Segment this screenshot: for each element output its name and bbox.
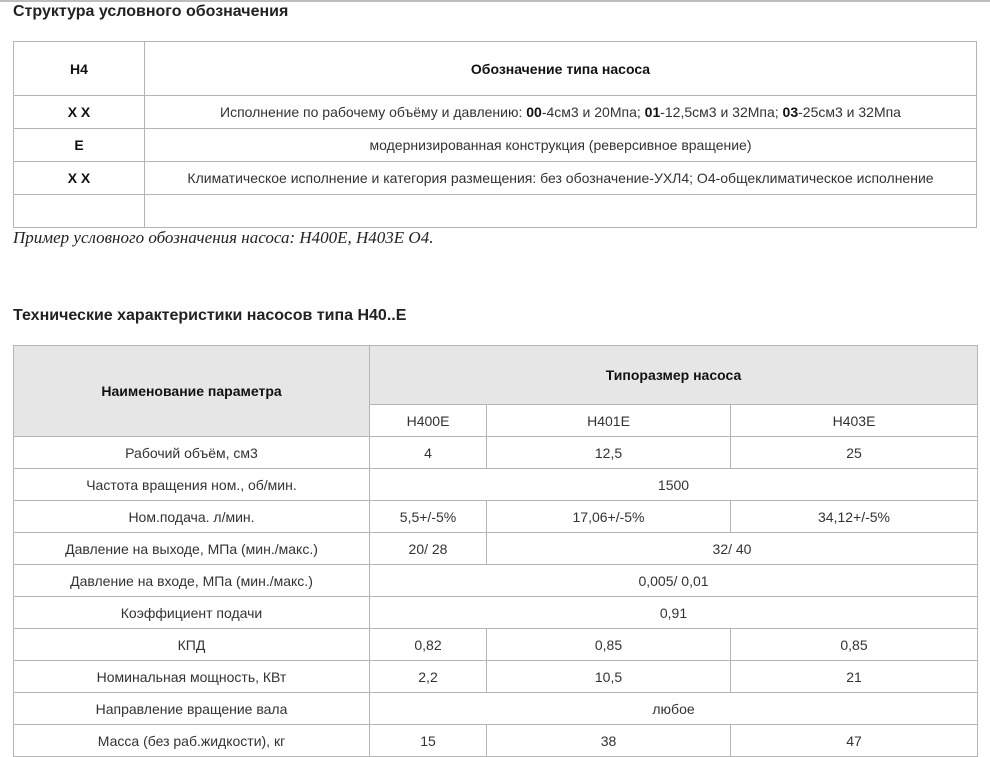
value-cell: 25: [731, 437, 978, 469]
value-cell-merged: 1500: [370, 469, 978, 501]
designation-example: Пример условного обозначения насоса: Н400Е, Н403Е О4.: [13, 228, 434, 247]
param-header: Наименование параметра: [14, 346, 370, 437]
value-cell: 20/ 28: [370, 533, 487, 565]
param-name: КПД: [14, 629, 370, 661]
code-00: 00: [526, 104, 542, 120]
tech-specs-table: [13, 345, 978, 757]
param-name: Рабочий объём, см3: [14, 437, 370, 469]
model-h401e: Н401Е: [487, 405, 731, 437]
row-code: [14, 195, 145, 228]
table-row: [14, 725, 978, 757]
desc-part: -4см3 и 20Мпа;: [541, 104, 645, 120]
table-row: [14, 565, 978, 597]
param-name: Коэффициент подачи: [14, 597, 370, 629]
param-name: Направление вращение вала: [14, 693, 370, 725]
header-code: Н4: [14, 42, 145, 96]
code-03: 03: [782, 104, 799, 120]
row-code: Х Х: [14, 162, 145, 195]
value-cell: 10,5: [487, 661, 731, 693]
param-name: Ном.подача. л/мин.: [14, 501, 370, 533]
value-cell: 17,06+/-5%: [487, 501, 731, 533]
row-description: модернизированная конструкция (реверсивное вращение): [145, 129, 977, 162]
table-row: [14, 629, 978, 661]
table-row: [14, 469, 978, 501]
table-row: [14, 661, 978, 693]
value-cell: 34,12+/-5%: [731, 501, 978, 533]
designation-structure-table: [13, 41, 977, 228]
value-cell-merged: 32/ 40: [487, 533, 978, 565]
row-description: [145, 195, 977, 228]
table-row: [14, 437, 978, 469]
row-code: Х Х: [14, 96, 145, 129]
value-cell-merged: любое: [370, 693, 978, 725]
param-name: Частота вращения ном., об/мин.: [14, 469, 370, 501]
desc-part: -25см3 и 32Мпа: [798, 104, 901, 120]
model-h403e: Н403Е: [731, 405, 978, 437]
model-h400e: Н400Е: [370, 405, 487, 437]
table-row: [14, 693, 978, 725]
value-cell-merged: 0,91: [370, 597, 978, 629]
table-row: [14, 162, 977, 195]
param-name: Давление на выходе, МПа (мин./макс.): [14, 533, 370, 565]
row-code: Е: [14, 129, 145, 162]
top-divider: [0, 0, 990, 2]
param-name: Масса (без раб.жидкости), кг: [14, 725, 370, 757]
table-header-row: [14, 346, 978, 405]
value-cell: 0,85: [731, 629, 978, 661]
desc-part: -12,5см3 и 32Мпа;: [660, 104, 783, 120]
table-row: [14, 96, 977, 129]
value-cell: 0,82: [370, 629, 487, 661]
table-row: [14, 533, 978, 565]
desc-prefix: Исполнение по рабочему объёму и давлению:: [220, 104, 527, 120]
value-cell: 12,5: [487, 437, 731, 469]
table-row: [14, 501, 978, 533]
value-cell-merged: 0,005/ 0,01: [370, 565, 978, 597]
param-name: Номинальная мощность, КВт: [14, 661, 370, 693]
value-cell: 5,5+/-5%: [370, 501, 487, 533]
structure-heading: Структура условного обозначения: [13, 3, 289, 20]
value-cell: 21: [731, 661, 978, 693]
tech-heading: Технические характеристики насосов типа Н40..Е: [13, 307, 407, 324]
value-cell: 4: [370, 437, 487, 469]
code-01: 01: [644, 104, 661, 120]
table-header-row: [14, 42, 977, 96]
table-row: [14, 597, 978, 629]
param-name: Давление на входе, МПа (мин./макс.): [14, 565, 370, 597]
value-cell: 2,2: [370, 661, 487, 693]
value-cell: 38: [487, 725, 731, 757]
table-row: [14, 129, 977, 162]
value-cell: 0,85: [487, 629, 731, 661]
value-cell: 15: [370, 725, 487, 757]
size-header: Типоразмер насоса: [370, 346, 978, 405]
row-description: Климатическое исполнение и категория размещения: без обозначение-УХЛ4; О4-общеклиматическое исполнение: [145, 162, 977, 195]
value-cell: 47: [731, 725, 978, 757]
header-description: Обозначение типа насоса: [145, 42, 977, 96]
row-description: [145, 96, 977, 129]
table-row-empty: [14, 195, 977, 228]
